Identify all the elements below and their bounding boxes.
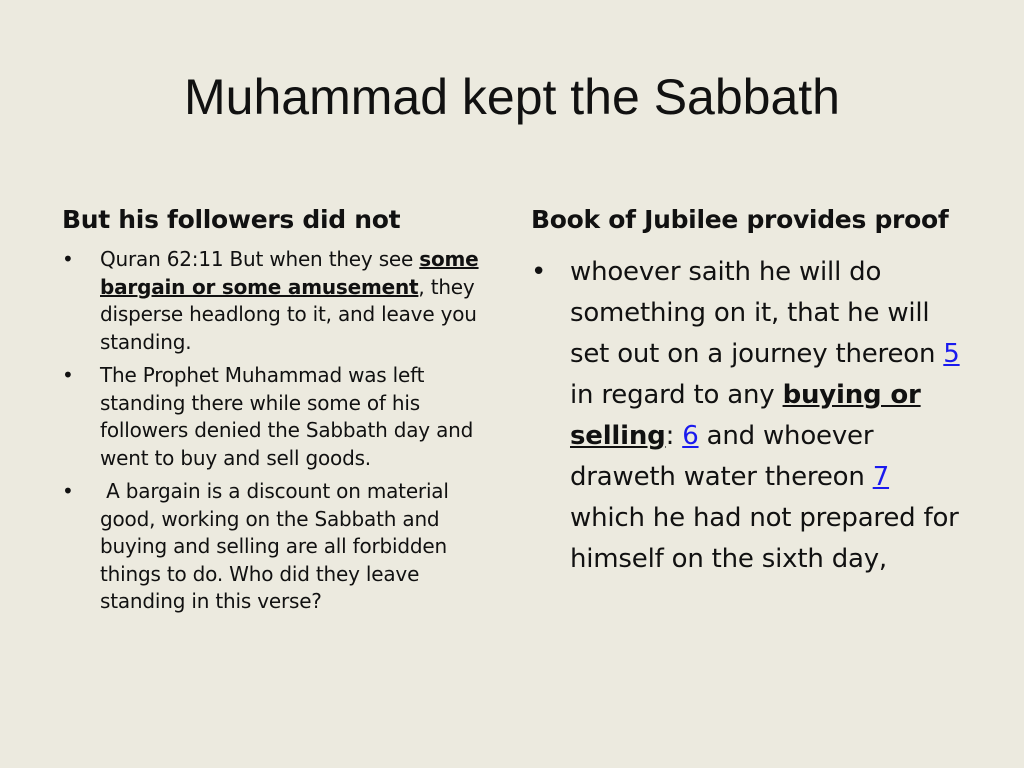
footnote-link-7[interactable]: 7 (872, 462, 890, 492)
right-bullet-list (531, 252, 971, 580)
list-item (62, 478, 502, 616)
emphasis-text: buying or selling (570, 380, 921, 451)
item-text-part5: which he had not prepared for himself on the sixth day, (570, 503, 959, 574)
bullet-icon: • (62, 363, 74, 387)
left-heading: But his followers did not (62, 205, 401, 234)
footnote-link-6[interactable]: 6 (682, 421, 699, 451)
right-column (531, 198, 971, 580)
bullet-icon: • (62, 247, 74, 271)
footnote-link-5[interactable]: 5 (943, 339, 960, 369)
item-text-after: , they disperse headlong to it, and leave you standing. (100, 274, 477, 354)
item-text-part3: : (665, 421, 683, 451)
slide-title: Muhammad kept the Sabbath (184, 69, 840, 125)
item-text-part2: in regard to any (570, 380, 783, 410)
left-bullet-list (62, 246, 502, 616)
item-text-before: Quran 62:11 But when they see (100, 247, 420, 271)
list-item (531, 252, 971, 580)
item-text: A bargain is a discount on material good, working on the Sabbath and buying and selling are all forbidden things to do. Who did they leave standing in this verse? (100, 479, 455, 613)
item-text-part4: and whoever draweth water thereon (570, 421, 874, 492)
list-item (62, 246, 502, 356)
emphasis-text: some bargain or some amusement (100, 247, 479, 299)
right-heading: Book of Jubilee provides proof (531, 205, 949, 234)
list-item (62, 362, 502, 472)
left-column (62, 198, 502, 622)
item-text-part1: whoever saith he will do something on it, that he will set out on a journey thereon (570, 257, 944, 369)
bullet-icon: • (62, 479, 74, 503)
item-text: The Prophet Muhammad was left standing there while some of his followers denied the Sabbath day and went to buy and sell goods. (100, 363, 474, 470)
bullet-icon: • (531, 257, 547, 287)
